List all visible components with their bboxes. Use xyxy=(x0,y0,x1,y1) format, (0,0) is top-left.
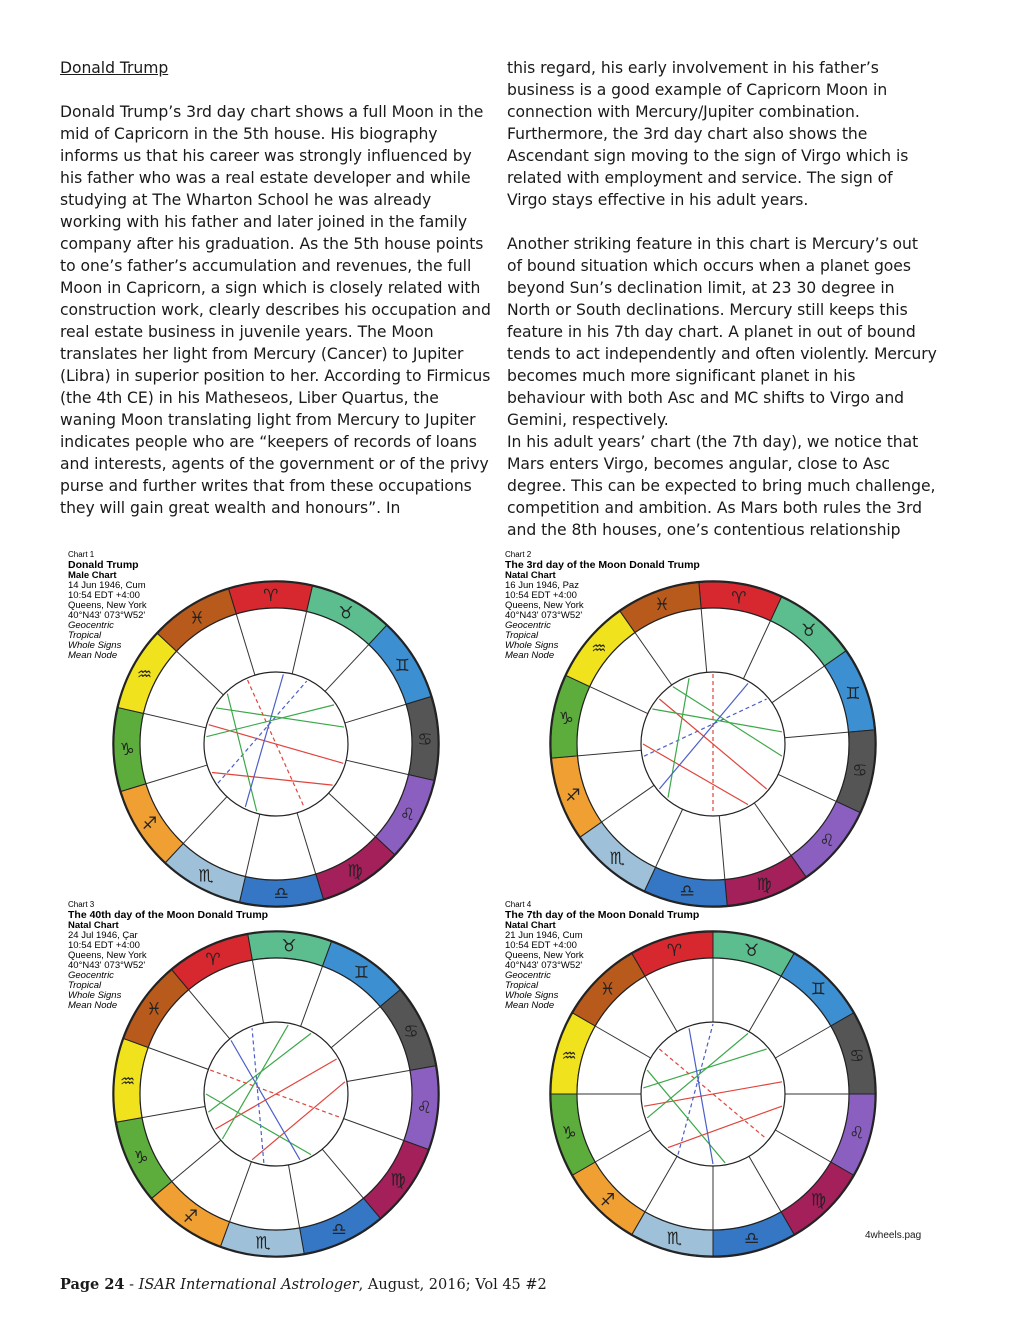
zodiac-glyph: ♌ xyxy=(849,1123,865,1144)
chart-date: 24 Jul 1946, Çar xyxy=(68,930,138,941)
zodiac-glyph: ♏ xyxy=(609,849,625,870)
chart-opt3: Whole Signs xyxy=(505,640,559,651)
publication-name: ISAR International Astrologer xyxy=(138,1277,359,1293)
chart-title: The 7th day of the Moon Donald Trump xyxy=(505,909,700,921)
zodiac-glyph: ♌ xyxy=(819,830,835,851)
zodiac-glyph: ♍ xyxy=(347,861,363,882)
zodiac-glyph: ♒ xyxy=(136,665,153,686)
chart-label: Chart 1 xyxy=(68,550,95,559)
right-paragraph-3: In his adult years’ chart (the 7th day), we notice that Mars enters Virgo, becomes angular, close to Asc degree. This can be expected to bring much challenge, competition and ambition. As Mars both rules the 3rd and the 8th houses, one’s contentious relationship xyxy=(507,433,936,539)
zodiac-glyph: ♒ xyxy=(561,1046,577,1067)
left-column xyxy=(60,57,492,519)
chart-coords: 40°N43' 073°W52' xyxy=(68,610,146,621)
zodiac-glyph: ♑ xyxy=(133,1147,149,1168)
zodiac-glyph: ♋ xyxy=(403,1022,419,1043)
zodiac-glyph: ♒ xyxy=(591,639,607,660)
chart-opt4: Mean Node xyxy=(505,1000,555,1011)
zodiac-glyph: ♏ xyxy=(666,1228,683,1249)
zodiac-glyph: ♌ xyxy=(399,804,416,825)
zodiac-glyph: ♍ xyxy=(390,1170,406,1191)
zodiac-glyph: ♓ xyxy=(600,979,616,1000)
chart-time: 10:54 EDT +4:00 xyxy=(505,590,577,601)
chart-wheel-1 xyxy=(60,548,490,904)
zodiac-glyph: ♎ xyxy=(743,1228,760,1249)
zodiac-glyph: ♊ xyxy=(810,979,826,1000)
zodiac-glyph: ♍ xyxy=(756,875,772,896)
zodiac-glyph: ♈ xyxy=(731,588,747,609)
zodiac-glyph: ♉ xyxy=(801,620,817,641)
zodiac-glyph: ♍ xyxy=(810,1190,826,1211)
zodiac-glyph: ♓ xyxy=(654,594,670,615)
zodiac-glyph: ♑ xyxy=(561,1123,577,1144)
right-column xyxy=(507,57,937,541)
chart-wheel-3 xyxy=(60,898,490,1254)
chart-info xyxy=(505,900,699,1011)
zodiac-glyph: ♎ xyxy=(331,1220,347,1241)
chart-opt3: Whole Signs xyxy=(68,990,122,1001)
chart-opt3: Whole Signs xyxy=(505,990,559,1001)
chart-date: 21 Jun 1946, Cum xyxy=(505,930,583,941)
chart-time: 10:54 EDT +4:00 xyxy=(68,940,140,951)
chart-coords: 40°N43' 073°W52' xyxy=(505,610,583,621)
chart-info xyxy=(68,550,147,661)
chart-opt4: Mean Node xyxy=(68,650,118,661)
zodiac-glyph: ♊ xyxy=(845,684,861,705)
chart-label: Chart 4 xyxy=(505,900,532,909)
chart-wheel-4 xyxy=(497,898,927,1249)
zodiac-glyph: ♓ xyxy=(189,608,205,629)
zodiac-glyph: ♐ xyxy=(600,1190,616,1211)
chart-title: The 3rd day of the Moon Donald Trump xyxy=(505,559,700,571)
page-footer xyxy=(60,1276,547,1293)
zodiac-glyph: ♋ xyxy=(852,760,868,781)
chart-type: Natal Chart xyxy=(505,920,556,931)
issue-info: , August, 2016; Vol 45 #2 xyxy=(358,1277,547,1293)
zodiac-glyph: ♈ xyxy=(666,941,683,962)
chart-grid xyxy=(60,548,940,1254)
right-paragraph-1: this regard, his early involvement in his father’s business is a good example of Capricorn Moon in connection with Mercury/Jupiter combination. Furthermore, the 3rd day chart also shows the Ascendant sign moving to the sign of Virgo which is related with employment and service. The sign of Virgo stays effective in his adult years. xyxy=(507,59,909,209)
chart-type: Natal Chart xyxy=(68,920,119,931)
zodiac-glyph: ♊ xyxy=(353,962,370,983)
chart-opt1: Geocentric xyxy=(68,620,114,631)
chart-label: Chart 3 xyxy=(68,900,95,909)
zodiac-glyph: ♌ xyxy=(416,1097,433,1118)
chart-opt1: Geocentric xyxy=(505,620,551,631)
zodiac-glyph: ♐ xyxy=(565,785,581,806)
chart-opt2: Tropical xyxy=(68,630,102,641)
chart-time: 10:54 EDT +4:00 xyxy=(505,940,577,951)
chart-opt4: Mean Node xyxy=(68,1000,118,1011)
zodiac-glyph: ♋ xyxy=(849,1046,865,1067)
zodiac-glyph: ♎ xyxy=(273,883,289,904)
zodiac-glyph: ♎ xyxy=(679,881,695,902)
chart-opt4: Mean Node xyxy=(505,650,555,661)
zodiac-glyph: ♏ xyxy=(255,1233,271,1254)
left-paragraph: Donald Trump’s 3rd day chart shows a full Moon in the mid of Capricorn in the 5th house. His biography informs us that his career was strongly influenced by his father who was a real estate developer and while studying at The Wharton School he was already working with his father and later joined in the family company after his graduation. As the 5th house points to one’s father’s accumulation and revenues, the full Moon in Capricorn, a sign which is closely related with construction work, clearly describes his occupation and real estate business in juvenile years. The Moon translates her light from Mercury (Cancer) to Jupiter (Libra) in superior position to her. According to Firmicus (the 4th CE) in his Matheseos, Liber Quartus, the waning Moon translating light from Mercury to Jupiter indicates people who are “keepers of records of loans and interests, agents of the government or of the privy purse and further writes that from these occupations they will gain great wealth and honours”. In xyxy=(60,103,491,517)
footer-separator: - xyxy=(124,1277,139,1293)
chart-info xyxy=(68,900,268,1011)
zodiac-glyph: ♓ xyxy=(146,999,162,1020)
chart-opt3: Whole Signs xyxy=(68,640,122,651)
chart-place: Queens, New York xyxy=(505,950,584,961)
chart-place: Queens, New York xyxy=(68,600,147,611)
zodiac-glyph: ♒ xyxy=(119,1072,136,1093)
zodiac-glyph: ♋ xyxy=(417,729,433,750)
chart-title: Donald Trump xyxy=(68,559,139,571)
chart-wheel-2 xyxy=(497,548,927,902)
chart-date: 14 Jun 1946, Cum xyxy=(68,580,146,591)
article-heading: Donald Trump xyxy=(60,59,169,77)
zodiac-glyph: ♐ xyxy=(142,813,158,834)
right-paragraph-2: Another striking feature in this chart is Mercury’s out of bound situation which occurs when a planet goes beyond Sun’s declination limit, at 23 30 degree in North or South declinations. Mercury still keeps this feature in his 7th day chart. A planet in out of bound tends to act independently and often violently. Mercury becomes much more significant planet in his behaviour with both Asc and MC shifts to Virgo and Gemini, respectively. xyxy=(507,235,937,429)
chart-date: 16 Jun 1946, Paz xyxy=(505,580,579,591)
chart-type: Natal Chart xyxy=(505,570,556,581)
chart-type: Male Chart xyxy=(68,570,117,581)
zodiac-glyph: ♉ xyxy=(743,941,760,962)
zodiac-glyph: ♏ xyxy=(198,866,214,887)
chart-opt1: Geocentric xyxy=(505,970,551,981)
chart-opt2: Tropical xyxy=(505,980,539,991)
page-number: Page 24 xyxy=(60,1276,125,1293)
zodiac-glyph: ♈ xyxy=(263,586,279,607)
chart-coords: 40°N43' 073°W52' xyxy=(68,960,146,971)
chart-coords: 40°N43' 073°W52' xyxy=(505,960,583,971)
zodiac-glyph: ♊ xyxy=(394,656,410,677)
chart-time: 10:54 EDT +4:00 xyxy=(68,590,140,601)
chart-opt2: Tropical xyxy=(505,630,539,641)
zodiac-glyph: ♑ xyxy=(558,709,574,730)
zodiac-glyph: ♉ xyxy=(281,936,297,957)
zodiac-glyph: ♈ xyxy=(205,949,221,970)
zodiac-glyph: ♐ xyxy=(182,1207,199,1228)
chart-opt2: Tropical xyxy=(68,980,102,991)
zodiac-glyph: ♉ xyxy=(338,603,354,624)
chart-place: Queens, New York xyxy=(68,950,147,961)
chart-place: Queens, New York xyxy=(505,600,584,611)
zodiac-glyph: ♑ xyxy=(119,740,135,761)
chart-opt1: Geocentric xyxy=(68,970,114,981)
chart-info xyxy=(505,550,700,661)
chart-label: Chart 2 xyxy=(505,550,532,559)
chart-title: The 40th day of the Moon Donald Trump xyxy=(68,909,269,921)
image-filename: 4wheels.pag xyxy=(865,1230,922,1241)
